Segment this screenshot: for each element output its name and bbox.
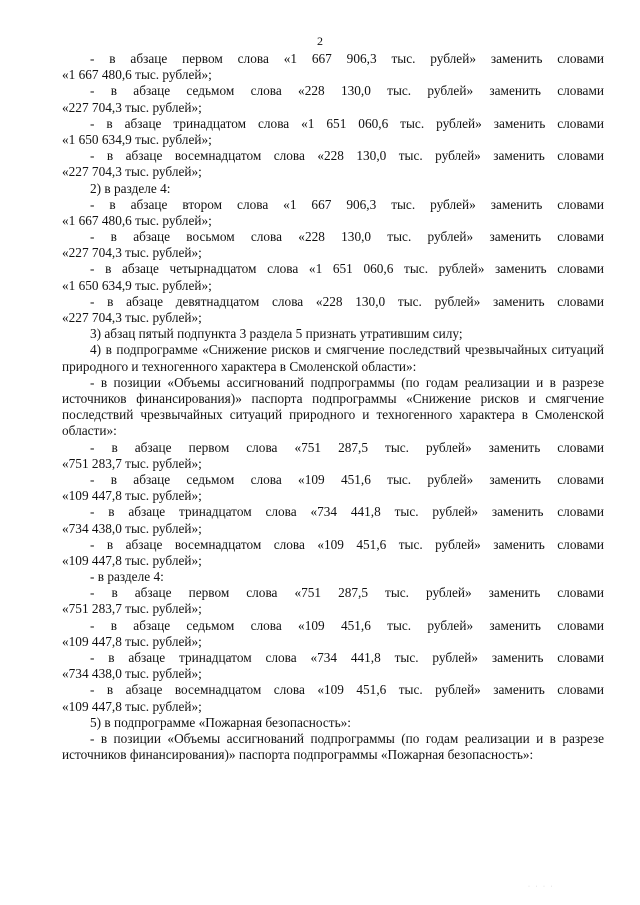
amendment-line: - в абзаце восемнадцатом слова «228 130,0 тыс. рублей» заменить словами — [90, 148, 604, 164]
amendment-line: - в абзаце четырнадцатом слова «1 651 060,6 тыс. рублей» заменить словами — [90, 261, 604, 277]
amendment-line: «734 438,0 тыс. рублей»; — [62, 666, 202, 682]
paragraph: - в позиции «Объемы ассигнований подпрограммы (по годам реализации и в разрезе источников финансирования)» паспорта подпрограммы «Снижение рисков и смягчение последствий чрезвычайных ситуаций природного и техногенного характера в Смоленской области»: — [62, 374, 604, 439]
amendment-line: - в абзаце восемнадцатом слова «109 451,6 тыс. рублей» заменить словами — [90, 536, 604, 552]
amendment-item — [62, 197, 604, 229]
amendment-line: - в абзаце седьмом слова «109 451,6 тыс. рублей» заменить словами — [90, 471, 604, 487]
document-body — [62, 51, 604, 763]
page-number: 2 — [317, 34, 323, 48]
section-heading — [62, 181, 604, 197]
amendment-line: - в абзаце седьмом слова «109 451,6 тыс. рублей» заменить словами — [90, 617, 604, 633]
amendment-line: «109 447,8 тыс. рублей»; — [62, 552, 202, 568]
amendment-line: «227 704,3 тыс. рублей»; — [62, 245, 202, 261]
amendment-item — [62, 537, 604, 569]
amendment-item — [62, 51, 604, 83]
amendment-line: - в абзаце втором слова «1 667 906,3 тыс. рублей» заменить словами — [90, 196, 604, 212]
amendment-line: - в абзаце восемнадцатом слова «109 451,6 тыс. рублей» заменить словами — [90, 682, 604, 698]
amendment-line: «1 650 634,9 тыс. рублей»; — [62, 131, 212, 147]
amendment-line: - в абзаце седьмом слова «228 130,0 тыс. рублей» заменить словами — [90, 83, 604, 99]
amendment-line: «109 447,8 тыс. рублей»; — [62, 633, 202, 649]
amendment-line: «1 667 480,6 тыс. рублей»; — [62, 67, 212, 83]
amendment-item — [62, 650, 604, 682]
amendment-line: «734 438,0 тыс. рублей»; — [62, 520, 202, 536]
amendment-line: «227 704,3 тыс. рублей»; — [62, 99, 202, 115]
amendment-line: - в абзаце тринадцатом слова «734 441,8 тыс. рублей» заменить словами — [90, 504, 604, 520]
amendment-line: - в абзаце первом слова «1 667 906,3 тыс. рублей» заменить словами — [90, 51, 604, 66]
amendment-item — [62, 472, 604, 504]
amendment-line: - в абзаце первом слова «751 287,5 тыс. рублей» заменить словами — [90, 585, 604, 601]
amendment-line: - в абзаце тринадцатом слова «734 441,8 тыс. рублей» заменить словами — [90, 650, 604, 666]
amendment-line: - в абзаце восьмом слова «228 130,0 тыс. рублей» заменить словами — [90, 229, 604, 245]
paragraph: - в позиции «Объемы ассигнований подпрограммы (по годам реализации и в разрезе источников финансирования)» паспорта подпрограммы «Пожарная безопасность»: — [62, 730, 604, 763]
section-line: 2) в разделе 4: — [90, 180, 171, 196]
amendment-line: «1 650 634,9 тыс. рублей»; — [62, 277, 212, 293]
amendment-item — [62, 618, 604, 650]
section-line: 3) абзац пятый подпункта 3 раздела 5 признать утратившим силу; — [90, 326, 463, 342]
amendment-item — [62, 229, 604, 261]
amendment-line: - в абзаце девятнадцатом слова «228 130,0 тыс. рублей» заменить словами — [90, 293, 604, 309]
amendment-item — [62, 148, 604, 180]
amendment-line: «109 447,8 тыс. рублей»; — [62, 698, 202, 714]
amendment-line: - в абзаце первом слова «751 287,5 тыс. рублей» заменить словами — [90, 439, 604, 455]
amendment-line: «109 447,8 тыс. рублей»; — [62, 488, 202, 504]
section-line: 5) в подпрограмме «Пожарная безопасность»: — [90, 714, 351, 730]
amendment-line: - в абзаце тринадцатом слова «1 651 060,6 тыс. рублей» заменить словами — [90, 115, 604, 131]
amendment-item — [62, 116, 604, 148]
amendment-item — [62, 261, 604, 293]
paragraph: 4) в подпрограмме «Снижение рисков и смягчение последствий чрезвычайных ситуаций природного и техногенного характера в Смоленской области»: — [62, 342, 604, 374]
amendment-line: «1 667 480,6 тыс. рублей»; — [62, 212, 212, 228]
amendment-line: «227 704,3 тыс. рублей»; — [62, 164, 202, 180]
amendment-line: «227 704,3 тыс. рублей»; — [62, 310, 202, 325]
amendment-item — [62, 585, 604, 617]
section-line: - в разделе 4: — [90, 569, 164, 585]
amendment-item — [62, 83, 604, 115]
section-heading — [62, 715, 604, 731]
amendment-line: «751 283,7 тыс. рублей»; — [62, 455, 202, 471]
amendment-line: «751 283,7 тыс. рублей»; — [62, 601, 202, 617]
section-heading — [62, 569, 604, 585]
amendment-item — [62, 294, 604, 326]
amendment-item — [62, 440, 604, 472]
scan-artifact: · · · · — [528, 884, 555, 890]
amendment-item — [62, 682, 604, 714]
section-heading — [62, 326, 604, 342]
amendment-item — [62, 504, 604, 536]
